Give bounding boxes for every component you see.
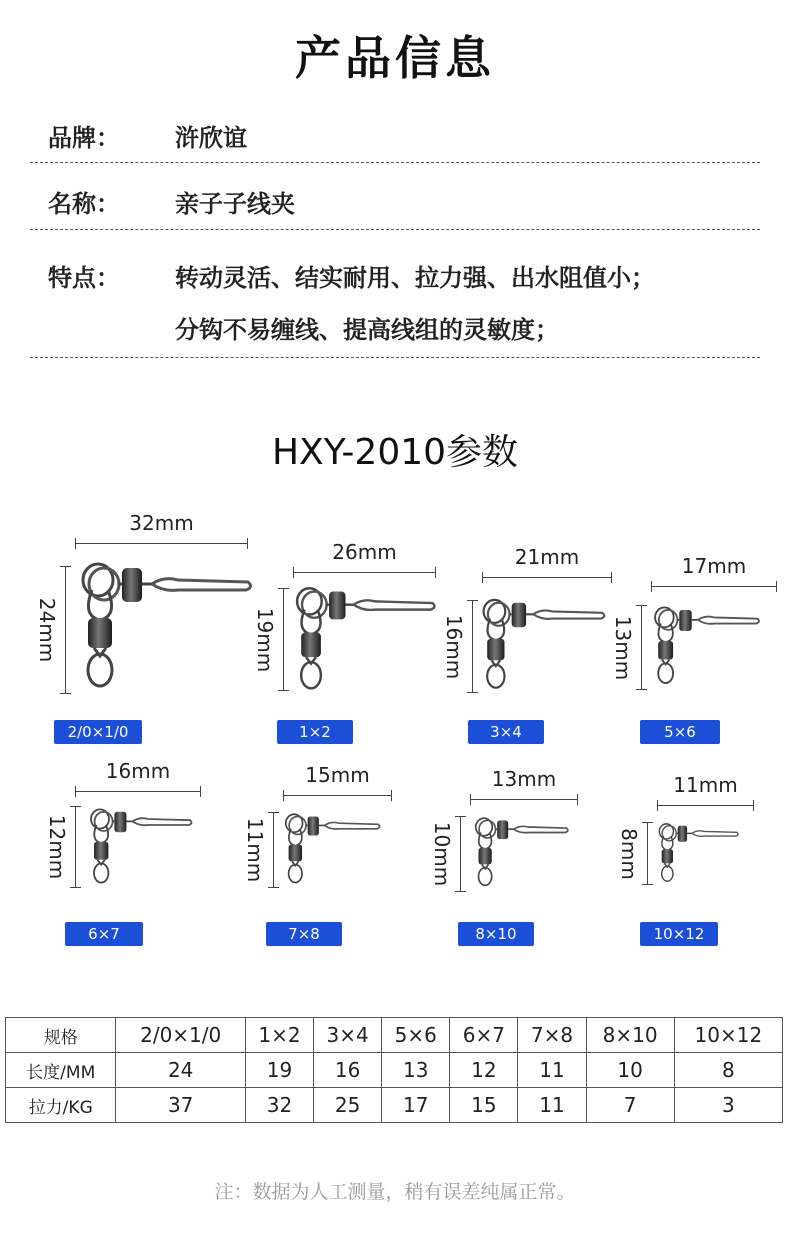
table-cell: 32 (245, 1088, 313, 1123)
swivel-image (480, 597, 610, 694)
table-header-cell: 10×12 (674, 1018, 782, 1053)
divider (30, 229, 760, 230)
table-cell: 11 (518, 1088, 586, 1123)
swivel-figure (283, 812, 384, 892)
table-cell: 3 (674, 1088, 782, 1123)
divider (30, 357, 760, 358)
table-cell: 8 (674, 1053, 782, 1088)
table-cell: 13 (382, 1053, 450, 1088)
height-label: 12mm (45, 814, 69, 880)
width-dimension-line (657, 805, 754, 806)
table-header-cell: 7×8 (518, 1018, 586, 1053)
table-header-cell: 3×4 (314, 1018, 382, 1053)
table-cell: 16 (314, 1053, 382, 1088)
height-dimension-line (283, 588, 284, 691)
width-label: 15mm (305, 763, 370, 787)
width-label: 11mm (673, 773, 738, 797)
swivel-image (657, 822, 742, 885)
divider (30, 162, 760, 163)
page-title: 产品信息 (295, 31, 495, 85)
height-dimension-line (641, 605, 642, 690)
table-cell: 19 (245, 1053, 313, 1088)
table-row (6, 1053, 783, 1088)
size-tag: 10×12 (640, 922, 718, 946)
width-label: 17mm (681, 554, 747, 578)
table-header-cell: 8×10 (586, 1018, 674, 1053)
height-dimension-line (472, 600, 473, 693)
table-cell: 11 (518, 1053, 586, 1088)
footnote: 注：数据为人工测量，稍有误差纯属正常。 (214, 1181, 576, 1203)
width-label: 32mm (129, 511, 194, 535)
width-dimension-line (75, 791, 201, 792)
height-dimension-line (460, 816, 461, 892)
table-cell: 17 (382, 1088, 450, 1123)
swivel-figure (78, 560, 258, 699)
length-label: 长度/MM (6, 1053, 116, 1088)
size-tag: 7×8 (266, 922, 342, 946)
height-label: 10mm (430, 821, 454, 887)
height-label: 24mm (35, 597, 59, 663)
height-dimension-line (75, 806, 76, 888)
table-cell: 37 (116, 1088, 245, 1123)
height-label: 11mm (243, 817, 267, 883)
feature-line-2: 分钩不易缠线、提高线组的灵敏度； (175, 316, 559, 344)
table-header-cell: 2/0×1/0 (116, 1018, 245, 1053)
size-tag: 3×4 (468, 720, 544, 744)
height-dimension-line (65, 566, 66, 694)
swivel-image (652, 605, 764, 689)
swivel-figure (657, 822, 742, 889)
swivel-figure (88, 807, 196, 892)
brand-value: 浒欣谊 (175, 124, 247, 152)
table-cell: 15 (450, 1088, 518, 1123)
table-cell: 10 (586, 1053, 674, 1088)
swivel-figure (652, 605, 764, 693)
swivel-figure (293, 585, 441, 700)
params-title: HXY-2010参数 (271, 432, 519, 473)
swivel-image (473, 816, 572, 890)
height-label: 19mm (253, 607, 277, 672)
swivel-figure (473, 816, 572, 894)
width-label: 21mm (514, 545, 580, 569)
table-cell: 7 (586, 1088, 674, 1123)
height-dimension-line (647, 822, 648, 885)
name-value: 亲子子线夹 (175, 190, 295, 218)
feature-line-1: 转动灵活、结实耐用、拉力强、出水阻值小； (175, 264, 655, 292)
table-cell: 24 (116, 1053, 245, 1088)
table-cell: 25 (314, 1088, 382, 1123)
width-dimension-line (470, 799, 578, 800)
table-header-cell: 1×2 (245, 1018, 313, 1053)
size-tag: 8×10 (458, 922, 534, 946)
table-cell: 12 (450, 1053, 518, 1088)
width-label: 16mm (105, 759, 171, 783)
swivel-image (293, 585, 441, 696)
height-label: 16mm (442, 614, 466, 679)
table-row (6, 1018, 783, 1053)
width-dimension-line (283, 795, 392, 796)
table-row (6, 1088, 783, 1123)
name-label: 名称： (48, 190, 120, 218)
width-label: 26mm (332, 540, 397, 564)
swivel-image (283, 812, 384, 888)
size-tag: 5×6 (640, 720, 720, 744)
swivel-image (78, 560, 258, 695)
height-dimension-line (273, 812, 274, 888)
swivel-figure (480, 597, 610, 698)
height-label: 8mm (617, 827, 641, 880)
table-header-cell: 5×6 (382, 1018, 450, 1053)
height-label: 13mm (611, 615, 635, 680)
table-header-cell: 规格 (6, 1018, 116, 1053)
tension-label: 拉力/KG (6, 1088, 116, 1123)
width-dimension-line (75, 543, 248, 544)
width-label: 13mm (491, 767, 557, 791)
size-tag: 2/0×1/0 (54, 720, 142, 744)
brand-label: 品牌： (48, 124, 120, 152)
width-dimension-line (482, 577, 612, 578)
width-dimension-line (293, 572, 436, 573)
table-header-cell: 6×7 (450, 1018, 518, 1053)
width-dimension-line (651, 586, 777, 587)
size-tag: 6×7 (65, 922, 143, 946)
swivel-image (88, 807, 196, 888)
spec-table (5, 1017, 783, 1123)
size-tag: 1×2 (277, 720, 353, 744)
feature-label: 特点： (48, 264, 120, 292)
